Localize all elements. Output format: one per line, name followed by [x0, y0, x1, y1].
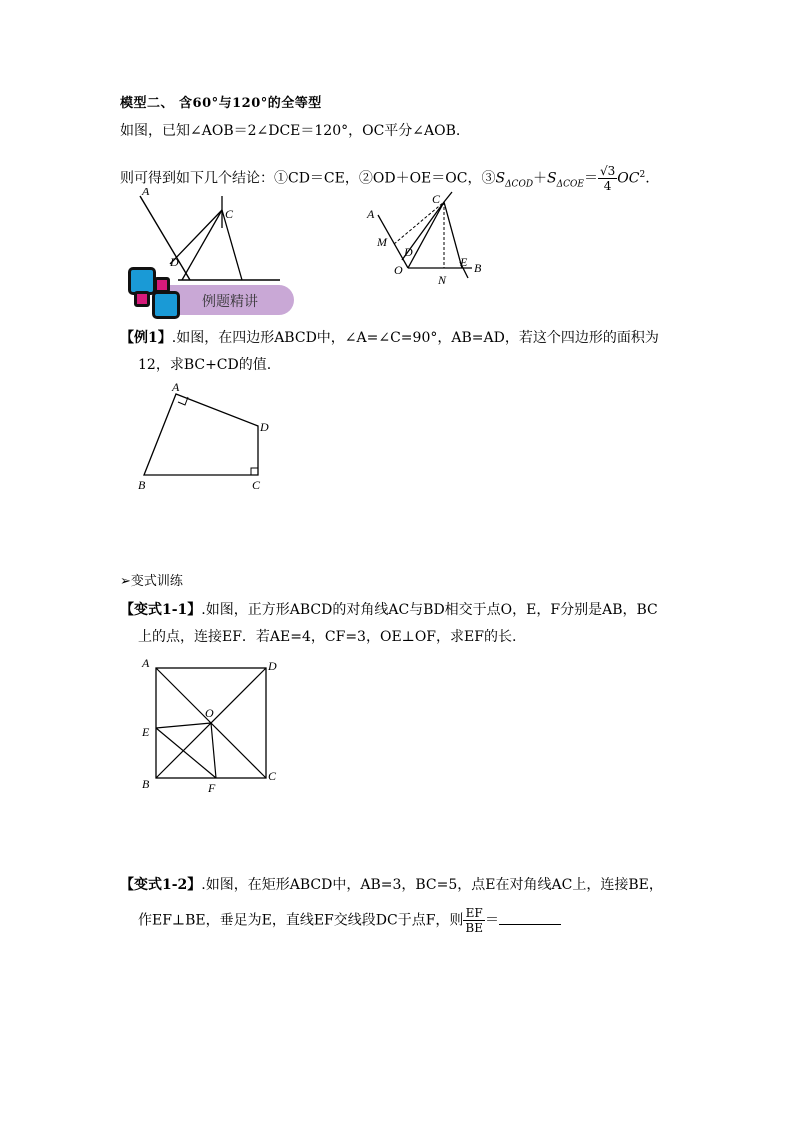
formula-s1: S — [495, 170, 506, 187]
fig-right-label-N: N — [438, 273, 447, 287]
fig-v1-label-D: D — [268, 659, 277, 673]
variant2-line2 — [138, 906, 561, 935]
example1-line1 — [120, 328, 659, 348]
banner-square-icon-blue-2 — [152, 291, 180, 319]
variant2-fraction — [463, 906, 485, 935]
variant2-frac-den: BE — [465, 921, 483, 935]
banner-label: 例题精讲 — [202, 294, 258, 310]
example1-text1: .如图，在四边形ABCD中，∠A=∠C=90°，AB=AD，若这个四边形的面积为 — [171, 330, 659, 346]
formula-end: . — [645, 170, 650, 187]
example-banner — [126, 283, 296, 319]
section-heading: 模型二、 含60°与120°的全等型 — [120, 96, 322, 111]
fig-v1-label-B: B — [142, 777, 150, 791]
fig-v1-label-F: F — [208, 781, 216, 795]
fig-ex1-label-B: B — [138, 478, 146, 492]
variant1-text1: .如图，正方形ABCD的对角线AC与BD相交于点O，E，F分别是AB，BC — [201, 602, 658, 618]
variant2-text2: 作EF⊥BE，垂足为E，直线EF交线段DC于点F，则 — [138, 912, 464, 929]
fig-right-label-O: O — [394, 263, 403, 277]
fig-ex1-label-C: C — [252, 478, 261, 492]
given-statement: 如图，已知∠AOB＝2∠DCE＝120°，OC平分∠AOB. — [120, 123, 461, 139]
variant1-line1 — [120, 600, 658, 620]
variant2-label: 【变式1-2】 — [120, 877, 202, 893]
figure-example1 — [132, 378, 282, 496]
formula-tail: OC — [617, 170, 640, 187]
figure-model2-right — [362, 190, 494, 290]
variant1-line2: 上的点，连接EF．若AE=4，CF=3，OE⊥OF，求EF的长. — [138, 629, 517, 645]
fig-left-label-D: D — [170, 255, 179, 269]
formula-sub1: ΔCOD — [505, 179, 534, 190]
variant2-text1: .如图，在矩形ABCD中，AB=3，BC=5，点E在对角线AC上，连接BE， — [201, 877, 663, 893]
formula-exp: 2 — [639, 169, 646, 180]
fig-v1-label-C: C — [268, 769, 277, 783]
practice-title — [120, 572, 183, 592]
answer-blank[interactable] — [499, 910, 561, 925]
fig-right-label-C: C — [432, 192, 441, 206]
example1-line2: 12，求BC+CD的值. — [138, 357, 272, 373]
fig-right-label-E: E — [460, 255, 468, 269]
figure-variant1 — [136, 654, 286, 800]
arrow-marker-icon: ➢ — [120, 574, 131, 589]
fig-right-label-A: A — [367, 207, 375, 221]
fig-right-label-D: D — [404, 245, 413, 259]
conclusions-prefix: 则可得到如下几个结论：①CD＝CE，②OD＋OE＝OC，③ — [120, 170, 496, 187]
fig-ex1-label-D: D — [260, 420, 269, 434]
formula-sub2: ΔCOE — [556, 179, 584, 190]
formula-den: 4 — [603, 179, 612, 193]
formula-num: √3 — [599, 164, 616, 178]
variant2-frac-num: EF — [463, 906, 485, 921]
fig-right-label-M: M — [377, 235, 387, 249]
formula-plus: ＋ — [533, 170, 548, 187]
variant2-eq: ＝ — [485, 912, 499, 929]
formula-s2: S — [547, 170, 557, 187]
variant2-line1 — [120, 875, 663, 895]
fig-right-label-B: B — [474, 261, 482, 275]
formula-eq: ＝ — [583, 170, 598, 187]
fig-left-label-C: C — [225, 207, 234, 221]
fig-ex1-label-A: A — [172, 380, 180, 394]
fig-v1-label-A: A — [142, 656, 150, 670]
practice-title-text: 变式训练 — [130, 574, 183, 589]
fig-left-label-A: A — [142, 188, 150, 198]
fig-v1-label-E: E — [142, 725, 150, 739]
variant1-label: 【变式1-1】 — [120, 602, 202, 618]
example1-label: 【例1】 — [120, 330, 172, 346]
formula-fraction — [598, 164, 617, 193]
fig-v1-label-O: O — [205, 706, 214, 720]
banner-square-icon-pink-2 — [134, 291, 150, 307]
